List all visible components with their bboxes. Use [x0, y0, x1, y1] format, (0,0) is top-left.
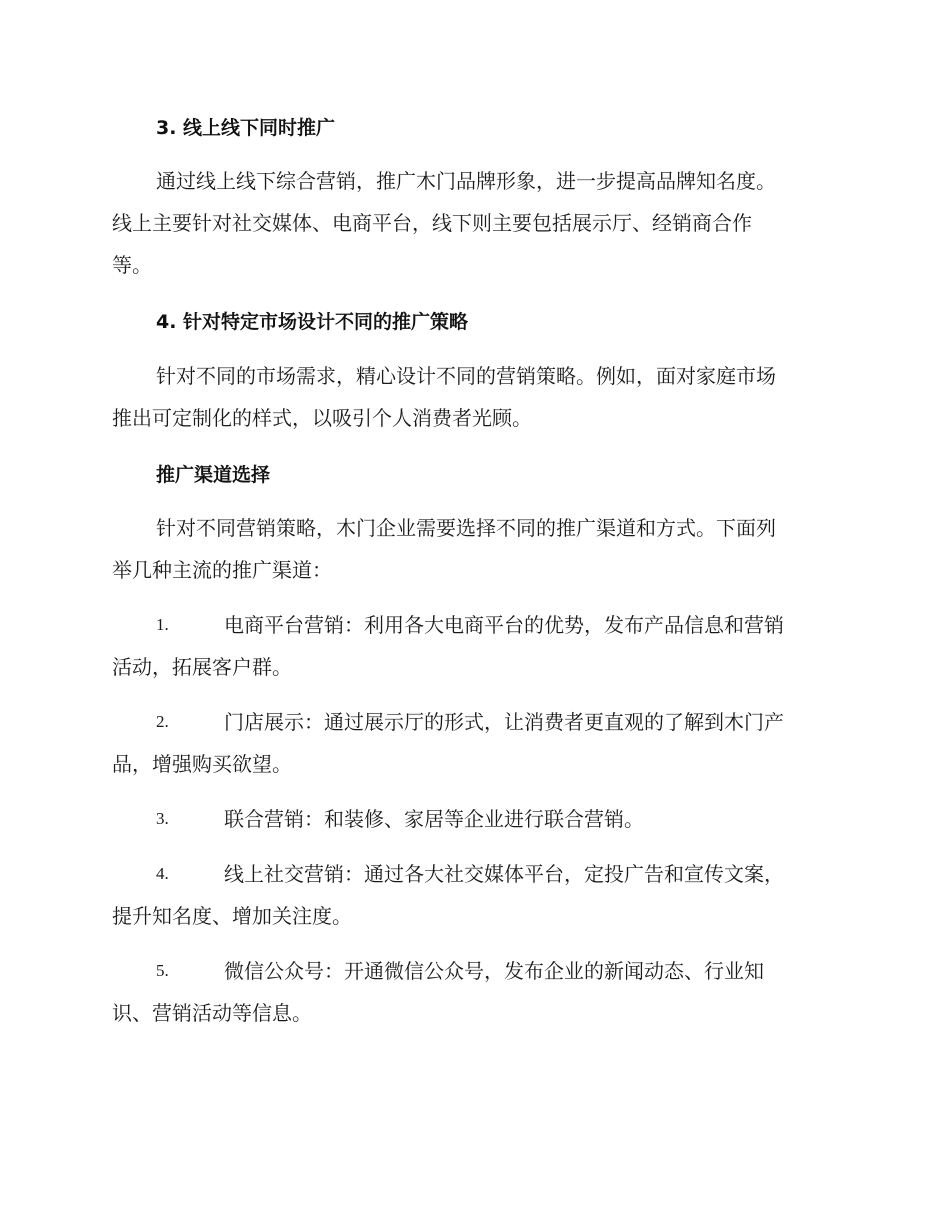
list-item-number: 4.: [156, 864, 169, 883]
paragraph-line: 通过线上线下综合营销，推广木门品牌形象，进一步提高品牌知名度。: [156, 169, 776, 193]
section-paragraph-4: [112, 355, 842, 439]
paragraph-line: 等。: [112, 253, 152, 277]
paragraph-line: 针对不同营销策略，木门企业需要选择不同的推广渠道和方式。下面列: [156, 516, 776, 540]
paragraph-line: 举几种主流的推广渠道：: [112, 558, 332, 582]
list-item-text: 提升知名度、增加关注度。: [112, 904, 352, 928]
list-item-number: 1.: [156, 615, 169, 634]
list-item: [112, 701, 842, 785]
list-item-text: 品，增强购买欲望。: [112, 752, 292, 776]
channels-intro: [112, 507, 842, 591]
list-item-number: 5.: [156, 961, 169, 980]
section-paragraph-3: [112, 160, 842, 286]
list-item-number: 3.: [156, 809, 169, 828]
list-item-text: 活动，拓展客户群。: [112, 655, 292, 679]
list-item-text: 识、营销活动等信息。: [112, 1001, 312, 1025]
list-item-text: 线上社交营销：通过各大社交媒体平台，定投广告和宣传文案，: [224, 862, 784, 886]
paragraph-line: 线上主要针对社交媒体、电商平台，线下则主要包括展示厅、经销商合作: [112, 211, 752, 235]
list-item-text: 门店展示：通过展示厅的形式，让消费者更直观的了解到木门产: [224, 710, 784, 734]
section-heading-3: 3. 线上线下同时推广: [156, 117, 336, 139]
list-item: [112, 798, 842, 840]
list-item-text: 微信公众号：开通微信公众号，发布企业的新闻动态、行业知: [224, 959, 764, 983]
list-item: [112, 604, 842, 688]
channels-heading: 推广渠道选择: [156, 464, 271, 486]
list-item-text: 联合营销：和装修、家居等企业进行联合营销。: [224, 807, 644, 831]
list-item: [112, 950, 842, 1034]
list-item: [112, 853, 842, 937]
list-item-number: 2.: [156, 712, 169, 731]
section-heading-4: 4. 针对特定市场设计不同的推广策略: [156, 311, 469, 333]
list-item-text: 电商平台营销：利用各大电商平台的优势，发布产品信息和营销: [224, 613, 784, 637]
paragraph-line: 针对不同的市场需求，精心设计不同的营销策略。例如，面对家庭市场: [156, 364, 776, 388]
paragraph-line: 推出可定制化的样式，以吸引个人消费者光顾。: [112, 406, 532, 430]
